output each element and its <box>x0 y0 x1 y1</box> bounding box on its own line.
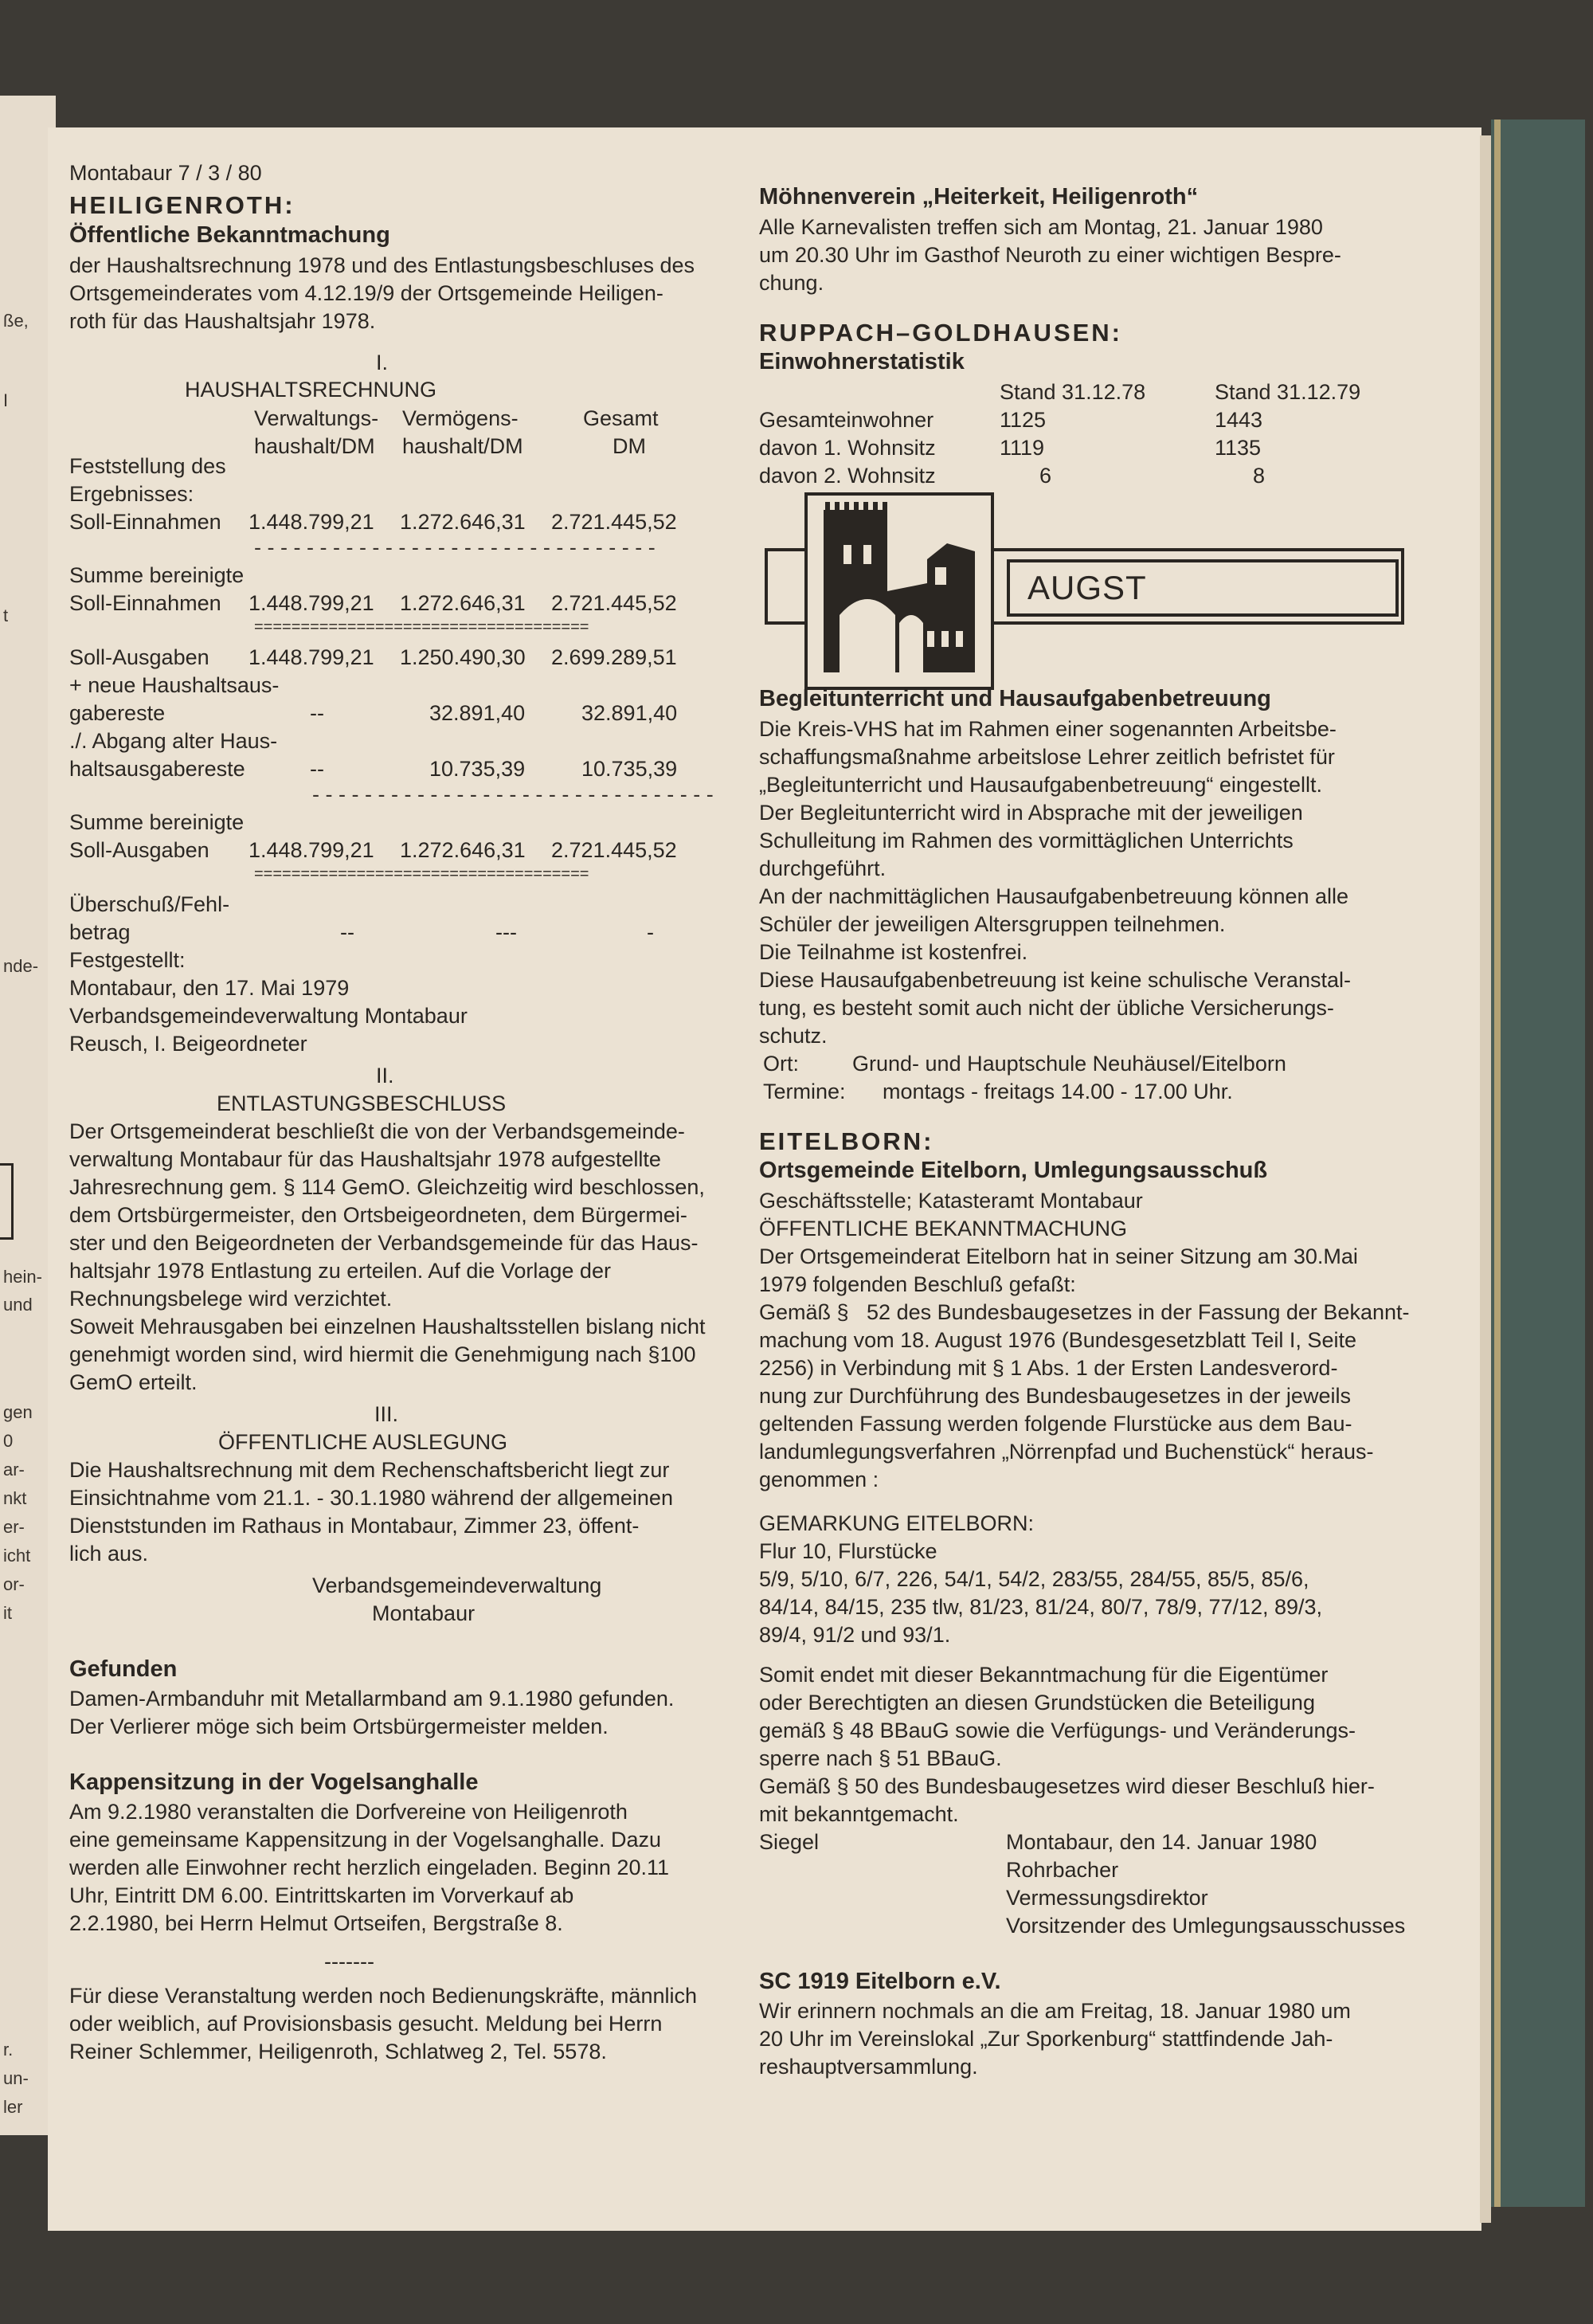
body-line: haltsjahr 1978 Entlastung zu erteilen. Auf die Vorlage der <box>69 1259 611 1283</box>
castle-ruin-icon <box>808 496 991 687</box>
table-header: haushalt/DM <box>254 434 375 458</box>
body-line: Wir erinnern nochmals an die am Freitag, 18. Januar 1980 um <box>759 1999 1351 2023</box>
body-line: Gemäß § 50 des Bundesbaugesetzes wird dieser Beschluß hier- <box>759 1774 1375 1798</box>
table-cell: 1.448.799,21 <box>249 591 374 615</box>
ruppach-subheading: Einwohnerstatistik <box>759 349 965 374</box>
body-line: 2.2.1980, bei Herrn Helmut Ortseifen, Bergstraße 8. <box>69 1911 563 1935</box>
page-spine <box>1480 135 1491 2223</box>
body-line: Einsichtnahme vom 21.1. - 30.1.1980 während der allgemeinen <box>69 1486 673 1510</box>
body-line: eine gemeinsame Kappensitzung in der Vogelsanghalle. Dazu <box>69 1828 662 1852</box>
edge-fragment: ler <box>3 2097 23 2117</box>
row-label: gabereste <box>69 701 166 725</box>
row-label: Soll-Einnahmen <box>69 591 221 615</box>
row-label: ./. Abgang alter Haus- <box>69 729 278 753</box>
body-line: Jahresrechnung gem. § 114 GemO. Gleichzeitig wird beschlossen, <box>69 1175 705 1199</box>
edge-fragment: I <box>3 390 9 410</box>
table-header: DM <box>613 434 646 458</box>
festgestellt-line: Montabaur, den 17. Mai 1979 <box>69 976 350 1000</box>
termine-value: montags - freitags 14.00 - 17.00 Uhr. <box>883 1080 1233 1103</box>
table-cell: 1.272.646,31 <box>400 838 526 862</box>
stats-label: Gesamteinwohner <box>759 408 934 432</box>
body-line: chung. <box>759 271 824 295</box>
rule-double: ==================================== <box>254 618 589 636</box>
stats-value: 1443 <box>1215 408 1263 432</box>
body-line: Die Kreis-VHS hat im Rahmen einer sogenannten Arbeitsbe- <box>759 717 1337 741</box>
eitelborn-heading: EITELBORN: <box>759 1127 934 1155</box>
body-line: ster und den Beigeordneten der Verbandsgemeinde für das Haus- <box>69 1231 699 1255</box>
body-line: Die Teilnahme ist kostenfrei. <box>759 940 1028 964</box>
table-cell: 2.721.445,52 <box>551 591 677 615</box>
section-number: I. <box>376 351 389 374</box>
table-header: Verwaltungs- <box>254 406 379 430</box>
binding-edge <box>1494 120 1501 2207</box>
body-line: Soweit Mehrausgaben bei einzelnen Haushaltsstellen bislang nicht <box>69 1315 706 1338</box>
edge-fragment: ar- <box>3 1460 25 1479</box>
body-line: Der Verlierer möge sich beim Ortsbürgermeister melden. <box>69 1715 609 1738</box>
festgestellt-line: Festgestellt: <box>69 948 186 972</box>
body-line: mit bekanntgemacht. <box>759 1802 959 1826</box>
row-label: Summe bereinigte <box>69 810 245 834</box>
body-line: oder Berechtigten an diesen Grundstücken die Beteiligung <box>759 1691 1315 1715</box>
body-line: um 20.30 Uhr im Gasthof Neuroth zu einer wichtigen Bespre- <box>759 243 1341 267</box>
flur-line: Flur 10, Flurstücke <box>759 1539 937 1563</box>
section-title: ÖFFENTLICHE AUSLEGUNG <box>218 1430 508 1454</box>
intro-line: der Haushaltsrechnung 1978 und des Entlastungsbeschluses des <box>69 253 695 277</box>
table-cell: 10.735,39 <box>429 757 526 781</box>
eitelborn-subheading: Ortsgemeinde Eitelborn, Umlegungsausschuß <box>759 1158 1268 1183</box>
body-line: Somit endet mit dieser Bekanntmachung für die Eigentümer <box>759 1663 1329 1687</box>
body-line: Schulleitung im Rahmen des vormittäglichen Unterrichts <box>759 829 1294 852</box>
body-line: 1979 folgenden Beschluß gefaßt: <box>759 1272 1076 1296</box>
edge-fragment: r. <box>3 2040 14 2059</box>
stats-value: 1135 <box>1215 436 1262 460</box>
subheading: Öffentliche Bekanntmachung <box>69 222 390 248</box>
body-line: genehmigt worden sind, wird hiermit die Genehmigung nach §100 <box>69 1342 696 1366</box>
body-line: gemäß § 48 BBauG sowie die Verfügungs- und Veränderungs- <box>759 1719 1356 1742</box>
edge-fragment: t <box>3 605 9 625</box>
section-title: HAUSHALTSRECHNUNG <box>185 378 437 402</box>
body-line: schutz. <box>759 1024 828 1048</box>
august-label: AUGST <box>1027 569 1147 606</box>
body-line: 20 Uhr im Vereinslokal „Zur Sporkenburg“ stattfindende Jah- <box>759 2027 1333 2051</box>
stats-label: davon 2. Wohnsitz <box>759 464 936 488</box>
body-line: durchgeführt. <box>759 856 887 880</box>
edge-fragment: icht <box>3 1546 31 1566</box>
edge-fragment: it <box>3 1603 12 1623</box>
body-line: Uhr, Eintritt DM 6.00. Eintrittskarten im Vorverkauf ab <box>69 1883 574 1907</box>
table-cell: 2.721.445,52 <box>551 510 677 534</box>
edge-fragment: er- <box>3 1517 25 1537</box>
table-cell: -- <box>310 701 324 725</box>
castle-tower-logo <box>804 492 994 690</box>
body-line: reshauptversammlung. <box>759 2055 978 2079</box>
edge-fragment: or- <box>3 1574 25 1594</box>
kappensitzung-title: Kappensitzung in der Vogelsanghalle <box>69 1769 479 1795</box>
body-line: Der Ortsgemeinderat Eitelborn hat in seiner Sitzung am 30.Mai <box>759 1244 1358 1268</box>
edge-fragment: gen <box>3 1402 33 1422</box>
body-line: „Begleitunterricht und Hausaufgabenbetreuung“ eingestellt. <box>759 773 1322 797</box>
signature-line: Montabaur <box>372 1601 476 1625</box>
section-title: ENTLASTUNGSBESCHLUSS <box>217 1091 507 1115</box>
table-cell: 1.448.799,21 <box>249 645 374 669</box>
row-label: Ergebnisses: <box>69 482 194 506</box>
row-label: betrag <box>69 920 131 944</box>
festgestellt-line: Verbandsgemeindeverwaltung Montabaur <box>69 1004 468 1028</box>
siegel-label: Siegel <box>759 1830 820 1854</box>
body-line: machung vom 18. August 1976 (Bundesgesetzblatt Teil I, Seite <box>759 1328 1356 1352</box>
begleit-title: Begleitunterricht und Hausaufgabenbetreuung <box>759 686 1271 711</box>
row-label: Soll-Ausgaben <box>69 645 209 669</box>
festgestellt-line: Reusch, I. Beigeordneter <box>69 1032 307 1056</box>
body-line: Dienststunden im Rathaus in Montabaur, Zimmer 23, öffent- <box>69 1514 640 1538</box>
table-header: Vermögens- <box>402 406 519 430</box>
edge-fragment: un- <box>3 2068 29 2088</box>
body-line: Alle Karnevalisten treffen sich am Montag, 21. Januar 1980 <box>759 215 1323 239</box>
row-label: Soll-Ausgaben <box>69 838 209 862</box>
rule-double: ==================================== <box>254 865 589 883</box>
body-line: GemO erteilt. <box>69 1370 198 1394</box>
termine-label: Termine: <box>763 1080 846 1103</box>
table-header: Gesamt <box>583 406 659 430</box>
signature-line: Verbandsgemeindeverwaltung <box>312 1574 602 1597</box>
separator: ------- <box>324 1950 374 1973</box>
gemarkung-title: GEMARKUNG EITELBORN: <box>759 1511 1035 1535</box>
table-cell: 2.699.289,51 <box>551 645 677 669</box>
edge-fragment: nkt <box>3 1488 27 1508</box>
flur-line: 5/9, 5/10, 6/7, 226, 54/1, 54/2, 283/55, 284/55, 85/5, 85/6, <box>759 1567 1309 1591</box>
stats-value: 6 <box>1039 464 1052 488</box>
ort-value: Grund- und Hauptschule Neuhäusel/Eitelborn <box>852 1052 1286 1076</box>
signature-line: Vermessungsdirektor <box>1006 1886 1208 1910</box>
table-cell: 32.891,40 <box>429 701 526 725</box>
edge-fragment: ße, <box>3 311 29 331</box>
edge-fragment: und <box>3 1295 33 1315</box>
table-cell: 1.448.799,21 <box>249 838 374 862</box>
book-binding <box>1491 120 1585 2207</box>
sc-eitelborn-title: SC 1919 Eitelborn e.V. <box>759 1969 1001 1994</box>
intro-line: roth für das Haushaltsjahr 1978. <box>69 309 376 333</box>
signature-line: Montabaur, den 14. Januar 1980 <box>1006 1830 1317 1854</box>
body-line: Am 9.2.1980 veranstalten die Dorfvereine von Heiligenroth <box>69 1800 628 1824</box>
body-line: schaffungsmaßnahme arbeitslose Lehrer zeitlich befristet für <box>759 745 1335 769</box>
body-line: geltenden Fassung werden folgende Flurstücke aus dem Bau- <box>759 1412 1352 1436</box>
body-line: Geschäftsstelle; Katasteramt Montabaur <box>759 1189 1143 1213</box>
body-line: 2256) in Verbindung mit § 1 Abs. 1 der Ersten Landesverord- <box>759 1356 1338 1380</box>
body-line: Der Begleitunterricht wird in Absprache mit der jeweiligen <box>759 801 1303 825</box>
section-number: II. <box>376 1064 394 1088</box>
stats-header: Stand 31.12.79 <box>1215 380 1361 404</box>
edge-fragment: 0 <box>3 1431 14 1451</box>
table-header: haushalt/DM <box>402 434 523 458</box>
body-line: Schüler der jeweiligen Altersgruppen teilnehmen. <box>759 912 1226 936</box>
body-line: landumlegungsverfahren „Nörrenpfad und Buchenstück“ heraus- <box>759 1440 1374 1464</box>
body-line: An der nachmittäglichen Hausaufgabenbetreuung können alle <box>759 884 1349 908</box>
table-cell: 1.250.490,30 <box>400 645 526 669</box>
dateline: Montabaur 7 / 3 / 80 <box>69 161 262 185</box>
notice-title: ÖFFENTLICHE BEKANNTMACHUNG <box>759 1217 1128 1240</box>
row-label: Soll-Einnahmen <box>69 510 221 534</box>
body-line: Die Haushaltsrechnung mit dem Rechenschaftsbericht liegt zur <box>69 1458 670 1482</box>
body-line: verwaltung Montabaur für das Haushaltsjahr 1978 aufgestellte <box>69 1147 661 1171</box>
table-cell: -- <box>340 920 354 944</box>
stats-header: Stand 31.12.78 <box>1000 380 1146 404</box>
gefunden-title: Gefunden <box>69 1656 178 1682</box>
body-line: Reiner Schlemmer, Heiligenroth, Schlatweg 2, Tel. 5578. <box>69 2040 607 2063</box>
heading-heiligenroth: HEILIGENROTH: <box>69 191 296 219</box>
edge-fragment: nde- <box>3 956 39 976</box>
table-cell: 2.721.445,52 <box>551 838 677 862</box>
body-line: Der Ortsgemeinderat beschließt die von der Verbandsgemeinde- <box>69 1119 685 1143</box>
table-cell: 10.735,39 <box>581 757 678 781</box>
table-cell: --- <box>495 920 517 944</box>
body-line: Für diese Veranstaltung werden noch Bedienungskräfte, männlich <box>69 1984 697 2008</box>
edge-box <box>0 1163 14 1240</box>
intro-line: Ortsgemeinderates vom 4.12.19/9 der Ortsgemeinde Heiligen- <box>69 281 663 305</box>
table-cell: 1.272.646,31 <box>400 591 526 615</box>
table-cell: 1.448.799,21 <box>249 510 374 534</box>
stats-value: 8 <box>1253 464 1266 488</box>
ruppach-heading: RUPPACH–GOLDHAUSEN: <box>759 319 1123 347</box>
rule-dashed: - - - - - - - - - - - - - - - - - - - - - - - - - - - - - - - <box>254 535 656 559</box>
row-label: Überschuß/Fehl- <box>69 892 230 916</box>
rule-dashed: - - - - - - - - - - - - - - - - - - - - - - - - - - - - - - - <box>312 782 714 806</box>
body-line: sperre nach § 51 BBauG. <box>759 1746 1002 1770</box>
table-cell: 32.891,40 <box>581 701 678 725</box>
table-cell: - <box>647 920 654 944</box>
edge-fragment: hein- <box>3 1267 42 1287</box>
body-line: tung, es besteht somit auch nicht der übliche Versicherungs- <box>759 996 1334 1020</box>
body-line: lich aus. <box>69 1542 149 1566</box>
body-line: oder weiblich, auf Provisionsbasis gesucht. Meldung bei Herrn <box>69 2012 663 2036</box>
stats-value: 1125 <box>1000 408 1047 432</box>
table-cell: -- <box>310 757 324 781</box>
row-label: Feststellung des <box>69 454 226 478</box>
moehnenverein-title: Möhnenverein „Heiterkeit, Heiligenroth“ <box>759 184 1199 210</box>
stats-label: davon 1. Wohnsitz <box>759 436 936 460</box>
stats-value: 1119 <box>1000 436 1045 460</box>
table-cell: 1.272.646,31 <box>400 510 526 534</box>
body-line: Damen-Armbanduhr mit Metallarmband am 9.1.1980 gefunden. <box>69 1687 675 1711</box>
august-label-box <box>1007 559 1399 617</box>
body-line: Diese Hausaufgabenbetreuung ist keine schulische Veranstal- <box>759 968 1351 992</box>
row-label: + neue Haushaltsaus- <box>69 673 280 697</box>
body-line: genommen : <box>759 1468 879 1491</box>
body-line: Rechnungsbelege wird verzichtet. <box>69 1287 393 1311</box>
signature-line: Vorsitzender des Umlegungsausschusses <box>1006 1914 1406 1938</box>
signature-line: Rohrbacher <box>1006 1858 1119 1882</box>
body-line: Gemäß § 52 des Bundesbaugesetzes in der Fassung der Bekannt- <box>759 1300 1410 1324</box>
body-line: werden alle Einwohner recht herzlich eingeladen. Beginn 20.11 <box>69 1856 669 1879</box>
body-line: dem Ortsbürgermeister, den Ortsbeigeordneten, dem Bürgermei- <box>69 1203 687 1227</box>
flur-line: 89/4, 91/2 und 93/1. <box>759 1623 951 1647</box>
section-number: III. <box>374 1402 399 1426</box>
row-label: Summe bereinigte <box>69 563 245 587</box>
flur-line: 84/14, 84/15, 235 tlw, 81/23, 81/24, 80/7, 78/9, 77/12, 89/3, <box>759 1595 1323 1619</box>
row-label: haltsausgabereste <box>69 757 245 781</box>
ort-label: Ort: <box>763 1052 799 1076</box>
body-line: nung zur Durchführung des Bundesbaugesetzes in der jeweils <box>759 1384 1351 1408</box>
